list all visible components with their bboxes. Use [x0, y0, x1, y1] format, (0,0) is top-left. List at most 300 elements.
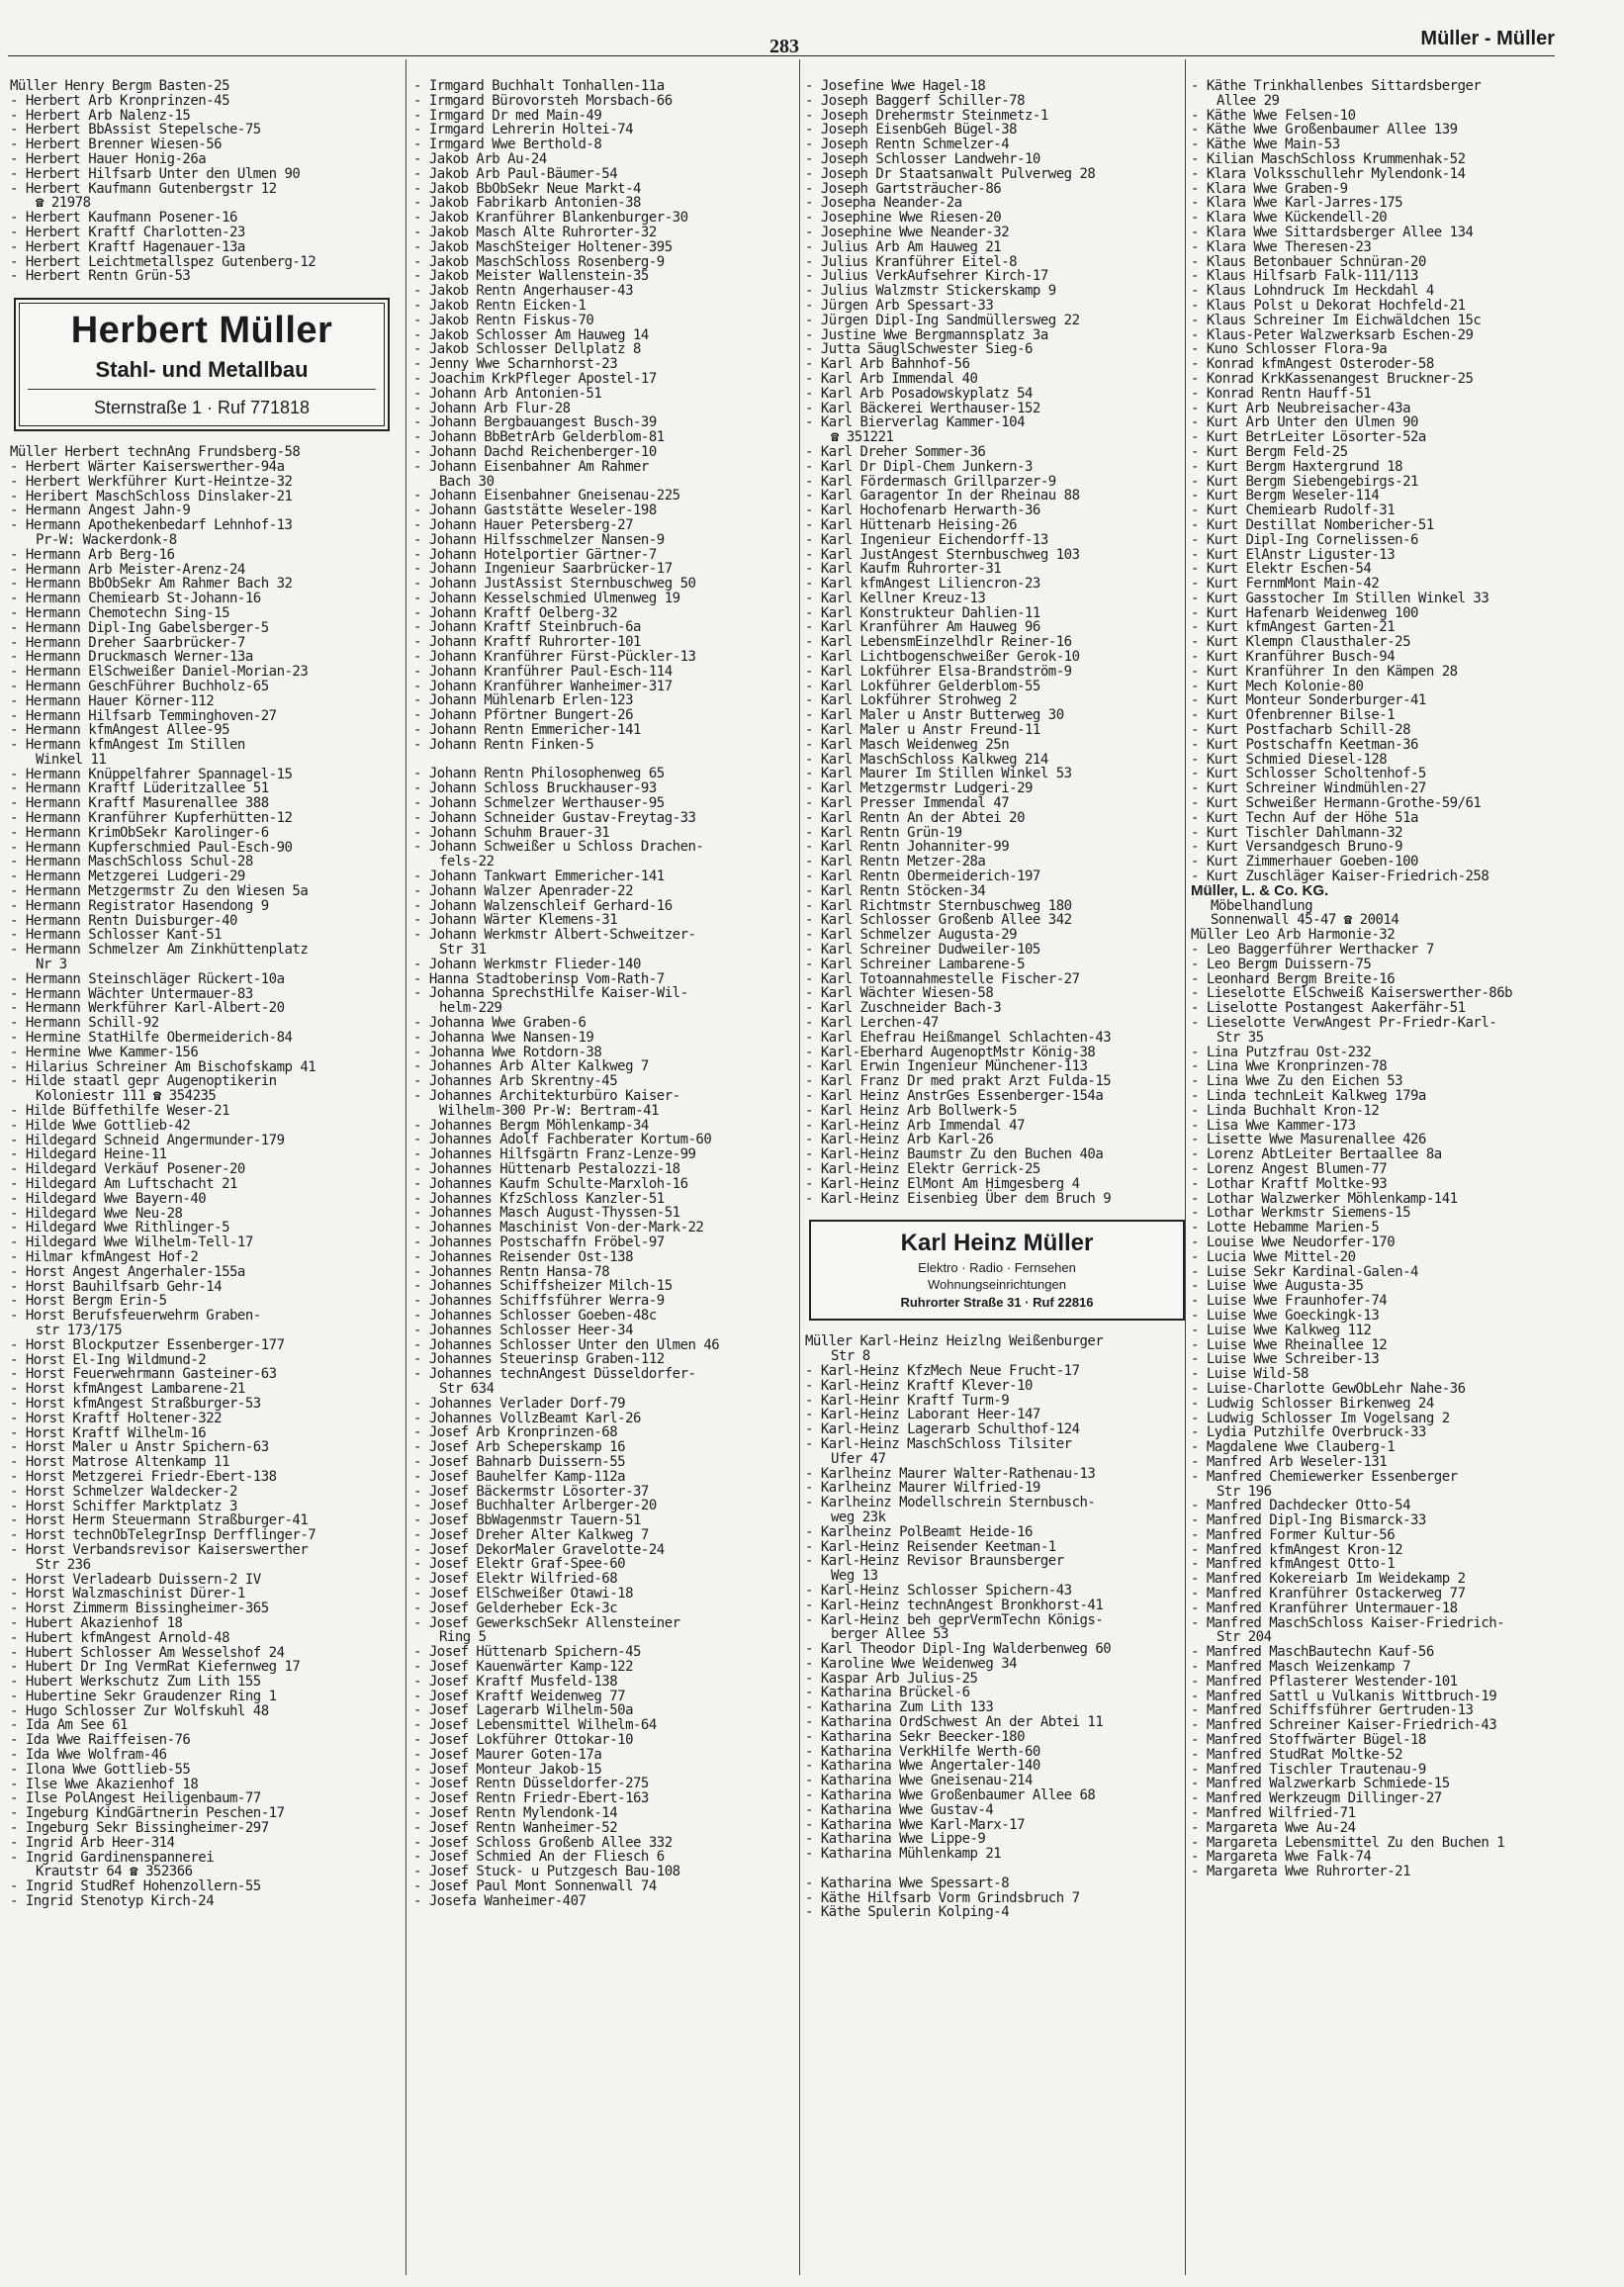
listing-entry: - Karl-Heinz Arb Karl-26 [805, 1132, 994, 1148]
listing-entry: - Karl JustAngest Sternbuschweg 103 [805, 546, 1080, 563]
listing-entry: - Johanna Wwe Graben-6 [413, 1015, 586, 1031]
listing-entry: - Karl Hochofenarb Herwarth-36 [805, 503, 1040, 519]
listing-entry: - Kurt Monteur Sonderburger-41 [1191, 692, 1426, 709]
listing-entry: - Johann Hotelportier Gärtner-7 [413, 546, 657, 563]
listing-entry: - Johannes Adolf Fachberater Kortum-60 [413, 1132, 712, 1148]
listing-entry: - Johann Mühlenarb Erlen-123 [413, 692, 634, 709]
listing-entry: - Hermann Metzgermstr Zu den Wiesen 5a [10, 883, 309, 900]
listing-entry: - Karl-Heinz Revisor Braunsberger [805, 1553, 1064, 1570]
listing-entry: - Johann Rentn Philosophenweg 65 [413, 766, 665, 782]
listing-entry: - Leo Baggerführer Werthacker 7 [1191, 942, 1434, 959]
listing-entry: - Jakob Schlosser Am Hauweg 14 [413, 326, 649, 343]
listing-entry: - Johann Kraftf Ruhrorter-101 [413, 634, 641, 651]
listing-entry: - Hermann ElSchweißer Daniel-Morian-23 [10, 664, 309, 681]
listing-entry: - Jakob Fabrikarb Antonien-38 [413, 195, 641, 212]
listing-entry: - Jürgen Dipl-Ing Sandmüllersweg 22 [805, 312, 1080, 328]
listing-entry: - Margareta Wwe Ruhrorter-21 [1191, 1864, 1411, 1880]
listing-entry: - Manfred Masch Weizenkamp 7 [1191, 1659, 1411, 1676]
listing-entry: - Horst Kraftf Holtener-322 [10, 1410, 223, 1426]
listing-entry: Str 236 [36, 1556, 91, 1573]
ad-trade: Wohnungseinrichtungen [928, 1277, 1066, 1293]
listing-entry: - Jenny Wwe Scharnhorst-23 [413, 356, 618, 373]
directory-column-4 [1191, 79, 1575, 2275]
listing-entry: - Josef Schloss Großenb Allee 332 [413, 1834, 673, 1851]
listing-entry: - Karl Erwin Ingenieur Münchener-113 [805, 1058, 1088, 1075]
listing-entry: - Katharina Wwe Großenbaumer Allee 68 [805, 1787, 1096, 1804]
listing-entry: str 173/175 [36, 1322, 123, 1338]
listing-entry: - Kurt Dipl-Ing Cornelissen-6 [1191, 531, 1418, 548]
listing-entry: - Magdalene Wwe Clauberg-1 [1191, 1439, 1396, 1456]
listing-entry: - Lieselotte ElSchweiß Kaiserswerther-86b [1191, 985, 1513, 1002]
listing-entry: - Kaspar Arb Julius-25 [805, 1670, 978, 1687]
listing-entry: - Karl Maler u Anstr Freund-11 [805, 722, 1040, 739]
listing-entry: - Hermann Schill-92 [10, 1015, 159, 1032]
listing-entry: - Johannes Architekturbüro Kaiser- [413, 1087, 680, 1104]
listing-entry: - Hugo Schlosser Zur Wolfskuhl 48 [10, 1702, 269, 1719]
header-rule [8, 55, 1555, 56]
listing-entry: - Lieselotte VerwAngest Pr-Friedr-Karl- [1191, 1015, 1497, 1031]
listing-entry: - Hermann GeschFührer Buchholz-65 [10, 678, 269, 694]
listing-entry: - Kurt BetrLeiter Lösorter-52a [1191, 429, 1426, 446]
listing-entry: - Karl Maler u Anstr Butterweg 30 [805, 707, 1064, 724]
listing-entry: - Lorenz AbtLeiter Bertaallee 8a [1191, 1146, 1442, 1163]
listing-entry: - Karl-Heinz beh geprVermTechn Königs- [805, 1611, 1104, 1628]
listing-entry: - Hildegard Wwe Bayern-40 [10, 1190, 207, 1207]
listing-entry: - Johann Dachd Reichenberger-10 [413, 443, 657, 460]
listing-entry: - Johannes Reisender Ost-138 [413, 1248, 634, 1265]
listing-entry: - Johannes Postschaffn Fröbel-97 [413, 1234, 665, 1250]
listing-entry: - Hermann MaschSchloss Schul-28 [10, 854, 253, 870]
listing-entry: - Hermann Kranführer Kupferhütten-12 [10, 810, 293, 827]
listing-entry: - Katharina Wwe Lippe-9 [805, 1831, 986, 1848]
listing-entry: - Klara Wwe Kückendell-20 [1191, 210, 1388, 227]
listing-entry: - Manfred Pflasterer Westender-101 [1191, 1673, 1458, 1690]
listing-entry: - Luise Wild-58 [1191, 1366, 1308, 1383]
listing-entry: - Manfred kfmAngest Otto-1 [1191, 1556, 1396, 1573]
listing-entry: - Luise-Charlotte GewObLehr Nahe-36 [1191, 1380, 1466, 1397]
listing-entry: - Karl Richtmstr Sternbuschweg 180 [805, 897, 1072, 914]
listing-entry: - Josef Paul Mont Sonnenwall 74 [413, 1878, 657, 1895]
listing-entry: - Josef Elektr Wilfried-68 [413, 1571, 618, 1588]
listing-entry: - Kurt ElAnstr Liguster-13 [1191, 546, 1396, 563]
listing-entry: Müller Herbert technAng Frundsberg-58 [10, 444, 301, 461]
listing-entry: - Josef Arb Scheperskamp 16 [413, 1439, 626, 1456]
listing-entry: - Kurt Klempn Clausthaler-25 [1191, 634, 1411, 651]
ad-company-name: Herbert Müller [70, 310, 333, 352]
listing-entry: - Karl Lokführer Elsa-Brandström-9 [805, 663, 1072, 680]
listing-entry: - Josef Lokführer Ottokar-10 [413, 1732, 634, 1749]
listing-entry: - Irmgard Lehrerin Holtei-74 [413, 122, 634, 138]
listing-entry: - Hildegard Wwe Rithlinger-5 [10, 1220, 230, 1236]
listing-entry: - Hermann Hilfsarb Temminghoven-27 [10, 707, 277, 724]
listing-entry: - Herbert Brenner Wiesen-56 [10, 137, 223, 153]
listing-entry: - Johann Schuhm Brauer-31 [413, 824, 610, 841]
listing-entry: weg 23k [831, 1509, 886, 1525]
listing-entry: - Hermann Chemiearb St-Johann-16 [10, 591, 261, 607]
listing-entry: - Luise Wwe Fraunhofer-74 [1191, 1293, 1388, 1310]
listing-entry: - Linda Buchhalt Kron-12 [1191, 1102, 1380, 1119]
listing-entry: - Lina Wwe Kronprinzen-78 [1191, 1058, 1388, 1075]
listing-entry: - Klaus-Peter Walzwerksarb Eschen-29 [1191, 326, 1474, 343]
listing-entry: - Katharina OrdSchwest An der Abtei 11 [805, 1714, 1104, 1731]
listing-entry: - Karl Dreher Sommer-36 [805, 443, 986, 460]
listing-entry: - Katharina Wwe Gustav-4 [805, 1801, 994, 1818]
listing-entry: - Lydia Putzhilfe Overbruck-33 [1191, 1424, 1426, 1441]
listing-entry: - Joseph Schlosser Landwehr-10 [805, 150, 1040, 167]
listing-entry: - Herbert Hilfsarb Unter den Ulmen 90 [10, 165, 301, 182]
listing-entry: - Hermann Werkführer Karl-Albert-20 [10, 1000, 285, 1017]
listing-entry: - Hermann BbObSekr Am Rahmer Bach 32 [10, 576, 293, 593]
listing-entry: - Kurt Postfacharb Schill-28 [1191, 722, 1411, 739]
listing-entry: - Ludwig Schlosser Im Vogelsang 2 [1191, 1410, 1450, 1426]
listing-entry: - Käthe Trinkhallenbes Sittardsberger [1191, 79, 1482, 94]
ad-trade: Elektro · Radio · Fernsehen [918, 1260, 1076, 1276]
listing-entry: - Karl Rentn Grün-19 [805, 824, 962, 841]
listing-entry: - Karl Metzgermstr Ludgeri-29 [805, 780, 1033, 797]
listing-entry: - Kurt Destillat Nombericher-51 [1191, 516, 1434, 533]
listing-entry: - Horst Kraftf Wilhelm-16 [10, 1424, 207, 1441]
listing-entry: - Horst Maler u Anstr Spichern-63 [10, 1439, 269, 1456]
listing-entry: - Manfred Chemiewerker Essenberger [1191, 1468, 1458, 1485]
listing-entry: - Josef DekorMaler Gravelotte-24 [413, 1541, 665, 1558]
listing-entry: - Manfred Dachdecker Otto-54 [1191, 1498, 1411, 1514]
listing-entry: - Karl-Heinz Laborant Heer-147 [805, 1407, 1040, 1423]
listing-entry: - Johannes Bergm Möhlenkamp-34 [413, 1117, 649, 1134]
directory-column-1 [10, 79, 394, 2275]
listing-entry: - Klaus Polst u Dekorat Hochfeld-21 [1191, 297, 1466, 314]
listing-entry: - Manfred Kranführer Ostackerweg 77 [1191, 1586, 1466, 1602]
listing-entry: - Horst Bergm Erin-5 [10, 1293, 167, 1310]
listing-entry: - Hermann kfmAngest Im Stillen [10, 737, 245, 754]
listing-entry: - Jakob Arb Paul-Bäumer-54 [413, 165, 618, 182]
listing-entry: - Josef ElSchweißer Otawi-18 [413, 1586, 634, 1602]
listing-entry: - Kurt Schreiner Windmühlen-27 [1191, 780, 1426, 797]
listing-entry: - Karl Hüttenarb Heising-26 [805, 516, 1018, 533]
listing-entry: - Joachim KrkPfleger Apostel-17 [413, 370, 657, 387]
listing-entry: - Julius VerkAufsehrer Kirch-17 [805, 268, 1048, 285]
listing-entry: - Katharina Sekr Beecker-180 [805, 1728, 1026, 1745]
ad-address: Ruhrorter Straße 31 · Ruf 22816 [900, 1295, 1094, 1311]
listing-entry: - Kilian MaschSchloss Krummenhak-52 [1191, 150, 1466, 167]
listing-entry: Str 35 [1217, 1029, 1264, 1046]
listing-entry: - Horst Herm Steuermann Straßburger-41 [10, 1512, 309, 1529]
listing-entry: - Josef Bahnarb Duissern-55 [413, 1453, 626, 1470]
ad-address: Sternstraße 1 · Ruf 771818 [28, 389, 376, 421]
listing-entry: - Herbert Kaufmann Gutenbergstr 12 [10, 180, 277, 197]
listing-entry: - Ludwig Schlosser Birkenweg 24 [1191, 1395, 1434, 1412]
listing-entry: - Ilona Wwe Gottlieb-55 [10, 1761, 191, 1778]
listing-entry: - Karl Rentn Stöcken-34 [805, 882, 986, 899]
listing-entry: - Ingeburg KindGärtnerin Peschen-17 [10, 1805, 285, 1822]
listing-entry: - Johann Kranführer Paul-Esch-114 [413, 663, 673, 680]
listing-entry: - Johann BbBetrArb Gelderblom-81 [413, 429, 665, 446]
listing-entry: - Manfred Kokereiarb Im Weidekamp 2 [1191, 1571, 1466, 1588]
listing-entry: - Katharina VerkHilfe Werth-60 [805, 1743, 1040, 1760]
listing-entry: Koloniestr 111 ☎ 354235 [36, 1088, 217, 1105]
listing-entry: helm-229 [439, 1000, 502, 1017]
listing-entry: Str 31 [439, 942, 487, 959]
listing-entry: Möbelhandlung [1211, 897, 1313, 914]
listing-entry: - Herbert BbAssist Stepelsche-75 [10, 122, 261, 138]
listing-entry: - Johann Rentn Emmericher-141 [413, 722, 641, 739]
listing-entry: - Joseph Gartsträucher-86 [805, 180, 1002, 197]
listing-entry: - Irmgard Buchhalt Tonhallen-11a [413, 79, 665, 94]
listing-entry: - Julius Kranführer Eitel-8 [805, 253, 1018, 270]
listing-entry: - Johann Kesselschmied Ulmenweg 19 [413, 590, 680, 606]
listing-entry: - Josef Schmied An der Fliesch 6 [413, 1849, 665, 1866]
listing-entry: - Karl Arb Bahnhof-56 [805, 356, 970, 373]
listing-entry: - Hubert Dr Ing VermRat Kiefernweg 17 [10, 1659, 301, 1676]
listing-entry: - Horst kfmAngest Straßburger-53 [10, 1395, 261, 1412]
listing-entry: - Kurt Techn Auf der Höhe 51a [1191, 809, 1418, 826]
listing-entry: - Herbert Werkführer Kurt-Heintze-32 [10, 473, 293, 490]
listing-entry: - Hermann Arb Berg-16 [10, 546, 175, 563]
listing-entry: - Hilde staatl gepr Augenoptikerin [10, 1073, 277, 1090]
listing-entry: Str 204 [1217, 1629, 1272, 1646]
listing-entry: Wilhelm-300 Pr-W: Bertram-41 [439, 1102, 660, 1119]
listing-entry: - Karlheinz Maurer Walter-Rathenau-13 [805, 1465, 1096, 1482]
listing-entry: - Josef Elektr Graf-Spee-60 [413, 1556, 626, 1573]
listing-entry: - Margareta Wwe Au-24 [1191, 1819, 1356, 1836]
listing-entry: - Johann Rentn Finken-5 [413, 736, 594, 753]
listing-entry: - Luise Wwe Rheinallee 12 [1191, 1336, 1388, 1353]
listing-entry: - Julius Walzmstr Stickerskamp 9 [805, 283, 1056, 300]
listing-entry: - Johannes Verlader Dorf-79 [413, 1395, 626, 1412]
listing-entry: - Josef Buchhalter Arlberger-20 [413, 1498, 657, 1514]
listing-entry: - Manfred Werkzeugm Dillinger-27 [1191, 1790, 1442, 1807]
listing-entry: - Herbert Kraftf Charlotten-23 [10, 224, 245, 240]
listing-entry: - Johannes Maschinist Von-der-Mark-22 [413, 1220, 704, 1236]
listing-entry: - Josephine Wwe Neander-32 [805, 224, 1010, 240]
listing-entry: - Horst Zimmerm Bissingheimer-365 [10, 1601, 269, 1617]
listing-entry: - Johannes Kaufm Schulte-Marxloh-16 [413, 1175, 688, 1192]
listing-entry: - Karl Rentn Metzer-28a [805, 854, 986, 870]
listing-entry: - Hermann Kraftf Masurenallee 388 [10, 795, 269, 812]
listing-entry: - Käthe Wwe Großenbaumer Allee 139 [1191, 122, 1458, 138]
listing-entry: - Klara Wwe Karl-Jarres-175 [1191, 195, 1403, 212]
listing-entry: - Hermine StatHilfe Obermeiderich-84 [10, 1030, 293, 1047]
listing-entry: Str 8 [831, 1348, 870, 1365]
listing-entry: - Johannes technAngest Düsseldorfer- [413, 1366, 696, 1383]
listing-entry: Krautstr 64 ☎ 352366 [36, 1864, 193, 1880]
listing-entry: - Johann Walzer Apenrader-22 [413, 882, 634, 899]
listing-entry: - Horst Verbandsrevisor Kaiserswerther [10, 1541, 309, 1558]
listing-entry: - Horst El-Ing Wildmund-2 [10, 1351, 207, 1368]
directory-column-2 [413, 79, 797, 2275]
listing-entry: - Karl-Heinz MaschSchloss Tilsiter [805, 1435, 1072, 1452]
listing-entry: - Karl Schmelzer Augusta-29 [805, 927, 1018, 944]
listing-entry: - Horst Metzgerei Friedr-Ebert-138 [10, 1468, 277, 1485]
listing-entry: - Karl-Heinz Kraftf Klever-10 [805, 1377, 1033, 1394]
listing-entry: - Hildegard Schneid Angermunder-179 [10, 1132, 285, 1148]
listing-entry: - Josephine Wwe Riesen-20 [805, 210, 1002, 227]
listing-entry: - Joseph Rentn Schmelzer-4 [805, 137, 1010, 153]
listing-entry: - Karlheinz PolBeamt Heide-16 [805, 1523, 1033, 1540]
listing-entry: - Ilse Wwe Akazienhof 18 [10, 1776, 199, 1792]
listing-entry: - Klara Wwe Theresen-23 [1191, 238, 1372, 255]
listing-entry: - Ida Am See 61 [10, 1717, 128, 1734]
listing-entry: - Josef Rentn Düsseldorfer-275 [413, 1776, 649, 1792]
listing-entry: - Johann Bergbauangest Busch-39 [413, 414, 657, 431]
listing-entry: - Kuno Schlosser Flora-9a [1191, 341, 1388, 358]
listing-entry: - Konrad Rentn Hauff-51 [1191, 385, 1372, 402]
listing-entry: - Jutta SäuglSchwester Sieg-6 [805, 341, 1033, 358]
listing-entry: - Horst technObTelegrInsp Derfflinger-7 [10, 1527, 316, 1544]
listing-entry: - Hildegard Heine-11 [10, 1146, 167, 1163]
listing-entry: - Karl Kranführer Am Hauweg 96 [805, 619, 1040, 636]
listing-entry: - Johann Schloss Bruckhauser-93 [413, 780, 657, 797]
listing-entry: - Luise Wwe Augusta-35 [1191, 1278, 1364, 1295]
listing-entry: - Liselotte Postangest Aakerfähr-51 [1191, 1000, 1466, 1017]
listing-entry: - Klara Wwe Sittardsberger Allee 134 [1191, 224, 1474, 240]
listing-entry: - Hermann Apothekenbedarf Lehnhof-13 [10, 517, 293, 534]
listing-entry: - Manfred Stoffwärter Bügel-18 [1191, 1732, 1426, 1749]
listing-entry: - Josef Dreher Alter Kalkweg 7 [413, 1526, 649, 1543]
listing-entry: - Lina Wwe Zu den Eichen 53 [1191, 1073, 1403, 1090]
listing-entry: - Hermann Steinschläger Rückert-10a [10, 970, 285, 987]
listing-entry: - Josepha Neander-2a [805, 195, 962, 212]
listing-entry: - Kurt Ofenbrenner Bilse-1 [1191, 707, 1396, 724]
listing-entry: - Manfred MaschSchloss Kaiser-Friedrich- [1191, 1614, 1505, 1631]
listing-entry: - Kurt Mech Kolonie-80 [1191, 678, 1364, 694]
listing-entry: - Johann Ingenieur Saarbrücker-17 [413, 561, 673, 578]
listing-entry: - Karl Lokführer Strohweg 2 [805, 692, 1018, 709]
listing-entry: - Ingrid StudRef Hohenzollern-55 [10, 1878, 261, 1895]
listing-entry: - Johannes Schiffsführer Werra-9 [413, 1293, 665, 1310]
ad-trade: Stahl- und Metallbau [95, 357, 309, 383]
listing-entry [805, 1862, 1189, 1876]
listing-entry: - Karl Lokführer Gelderblom-55 [805, 678, 1040, 694]
directory-column-3 [805, 79, 1189, 2275]
listing-entry: - Hilde Büffethilfe Weser-21 [10, 1103, 230, 1120]
listing-entry: - Karl Lichtbogenschweißer Gerok-10 [805, 649, 1080, 666]
listing-entry: - Jakob Masch Alte Ruhrorter-32 [413, 224, 657, 240]
listing-entry: - Jakob BbObSekr Neue Markt-4 [413, 180, 641, 197]
listing-entry: - Manfred Schreiner Kaiser-Friedrich-43 [1191, 1717, 1497, 1734]
listing-entry: - Kurt Elektr Eschen-54 [1191, 561, 1372, 578]
listing-entry: - Käthe Spulerin Kolping-4 [805, 1904, 1010, 1921]
listing-entry: - Luise Sekr Kardinal-Galen-4 [1191, 1263, 1418, 1280]
listing-entry: - Johann Walzenschleif Gerhard-16 [413, 897, 673, 914]
listing-entry: - Luise Wwe Kalkweg 112 [1191, 1322, 1372, 1338]
listing-entry: - Jakob Rentn Fiskus-70 [413, 312, 594, 328]
listing-entry: - Johann Tankwart Emmericher-141 [413, 869, 665, 885]
listing-entry: Ring 5 [439, 1629, 487, 1646]
listing-entry: - Joseph EisenbGeh Bügel-38 [805, 122, 1018, 138]
listing-entry: - Manfred Walzwerkarb Schmiede-15 [1191, 1776, 1450, 1792]
listing-entry: - Hermann Druckmasch Werner-13a [10, 649, 253, 666]
listing-entry: - Horst Feuerwehrmann Gasteiner-63 [10, 1366, 277, 1383]
listing-entry: - Herbert Kraftf Hagenauer-13a [10, 238, 245, 255]
listing-entry: - Karl Totoannahmestelle Fischer-27 [805, 970, 1080, 987]
listing-entry: - Johann Kraftf Steinbruch-6a [413, 619, 641, 636]
listing-entry: - Katharina Wwe Angertaler-140 [805, 1758, 1040, 1775]
listing-entry: - Hermann Kraftf Lüderitzallee 51 [10, 780, 269, 797]
listing-entry: - Ida Wwe Wolfram-46 [10, 1747, 167, 1764]
listing-entry: - Klaus Hilfsarb Falk-111/113 [1191, 268, 1418, 285]
listing-entry: - Margareta Wwe Falk-74 [1191, 1849, 1372, 1866]
listing-entry: - Kurt Bergm Feld-25 [1191, 443, 1348, 460]
listing-entry: - Johanna Wwe Nansen-19 [413, 1029, 594, 1046]
listing-entry: - Kurt Schmied Diesel-128 [1191, 751, 1388, 768]
listing-entry: - Herbert Kaufmann Posener-16 [10, 210, 237, 227]
listing-entry: - Lucia Wwe Mittel-20 [1191, 1248, 1356, 1265]
listing-entry: - Ida Wwe Raiffeisen-76 [10, 1732, 191, 1749]
listing-entry: berger Allee 53 [831, 1626, 948, 1643]
listing-entry: - Johann Pförtner Bungert-26 [413, 707, 634, 724]
listing-entry: - Johann Kranführer Fürst-Pückler-13 [413, 649, 696, 666]
listing-entry: - Manfred Arb Weseler-131 [1191, 1453, 1388, 1470]
listing-entry: - Karl Bäckerei Werthauser-152 [805, 400, 1040, 416]
running-head: Müller - Müller [1420, 28, 1555, 49]
listing-entry: Sonnenwall 45-47 ☎ 20014 [1211, 912, 1399, 929]
listing-entry: - Hildegard Am Luftschacht 21 [10, 1176, 237, 1192]
listing-entry: - Josef Arb Kronprinzen-68 [413, 1424, 618, 1441]
listing-entry: - Josef Kauenwärter Kamp-122 [413, 1659, 634, 1676]
listing-entry: - Horst Verladearb Duissern-2 IV [10, 1571, 261, 1588]
listing-entry: - Kurt Tischler Dahlmann-32 [1191, 824, 1403, 841]
listing-entry: - Jakob Arb Au-24 [413, 150, 547, 167]
listing-entry: - Manfred Wilfried-71 [1191, 1805, 1356, 1822]
listing-entry: - Katharina Zum Lith 133 [805, 1699, 994, 1716]
listing-entry: - Johannes Arb Alter Kalkweg 7 [413, 1058, 649, 1075]
listing-entry: - Josefine Wwe Hagel-18 [805, 79, 986, 94]
listing-entry: - Karl Arb Posadowskyplatz 54 [805, 385, 1033, 402]
listing-entry: - Karl Masch Weidenweg 25n [805, 736, 1010, 753]
listing-entry: - Hermann Hauer Körner-112 [10, 692, 215, 709]
listing-entry: - Käthe Hilfsarb Vorm Grindsbruch 7 [805, 1889, 1080, 1906]
listing-entry: - Irmgard Bürovorsteh Morsbach-66 [413, 92, 673, 109]
listing-entry: - Hilde Wwe Gottlieb-42 [10, 1117, 191, 1134]
listing-entry: - Karl Dr Dipl-Chem Junkern-3 [805, 458, 1033, 475]
listing-entry: - Johannes Schiffsheizer Milch-15 [413, 1278, 673, 1295]
listing-entry: - Klaus Lohndruck Im Heckdahl 4 [1191, 283, 1434, 300]
listing-entry: - Kurt Arb Unter den Ulmen 90 [1191, 414, 1418, 431]
listing-entry: - Karl Fördermasch Grillparzer-9 [805, 473, 1056, 490]
listing-entry: - Manfred StudRat Moltke-52 [1191, 1746, 1403, 1763]
listing-entry: - Karl Maurer Im Stillen Winkel 53 [805, 766, 1072, 782]
listing-entry: - Karl Schlosser Großenb Allee 342 [805, 912, 1072, 929]
listing-entry: - Johannes Steuerinsp Graben-112 [413, 1351, 665, 1368]
listing-entry: - Kurt Bergm Haxtergrund 18 [1191, 458, 1403, 475]
ad-company-name: Karl Heinz Müller [900, 1230, 1094, 1257]
listing-entry: - Hilarius Schreiner Am Bischofskamp 41 [10, 1058, 316, 1075]
listing-entry: - Johannes Rentn Hansa-78 [413, 1263, 610, 1280]
listing-entry: Str 196 [1217, 1483, 1272, 1500]
listing-entry: - Louise Wwe Neudorfer-170 [1191, 1234, 1396, 1250]
listing-entry: - Karl Rentn Obermeiderich-197 [805, 869, 1040, 885]
listing-entry: - Hermann Dreher Saarbrücker-7 [10, 634, 245, 651]
listing-entry: - Josef Kraftf Weidenweg 77 [413, 1688, 626, 1704]
listing-entry: Winkel 11 [36, 751, 107, 768]
listing-entry: - Karl Ehefrau Heißmangel Schlachten-43 [805, 1029, 1112, 1046]
listing-entry: - Karl-Heinz Schlosser Spichern-43 [805, 1582, 1072, 1599]
listing-entry: - Hilmar kfmAngest Hof-2 [10, 1248, 199, 1265]
listing-entry: - Karl Kaufm Ruhrorter-31 [805, 561, 1002, 578]
listing-entry: - Hermann Schmelzer Am Zinkhüttenplatz [10, 942, 309, 959]
listing-entry: - Kurt Kranführer Busch-94 [1191, 649, 1396, 666]
listing-entry: - Hubertine Sekr Graudenzer Ring 1 [10, 1688, 277, 1704]
listing-entry: - Johann Werkmstr Albert-Schweitzer- [413, 927, 696, 944]
listing-entry: - Kurt FernmMont Main-42 [1191, 576, 1380, 593]
listing-entry: - Kurt Versandgesch Bruno-9 [1191, 839, 1403, 856]
listing-entry: - Karl Schreiner Lambarene-5 [805, 956, 1026, 972]
listing-entry: - Horst Blockputzer Essenberger-177 [10, 1336, 285, 1353]
listing-entry: - Hermann Metzgerei Ludgeri-29 [10, 869, 245, 885]
listing-entry: - Klara Volksschullehr Mylendonk-14 [1191, 165, 1466, 182]
listing-entry: - Käthe Wwe Felsen-10 [1191, 107, 1356, 124]
listing-entry: - Johann Arb Flur-28 [413, 400, 571, 416]
